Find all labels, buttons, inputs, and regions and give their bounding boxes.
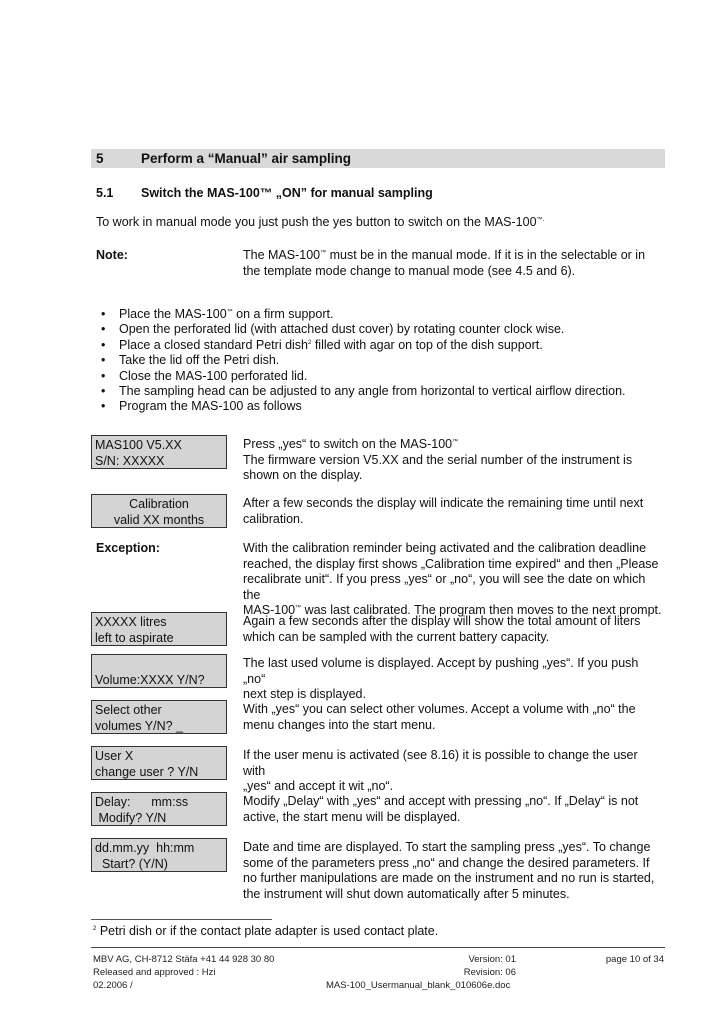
step-description: Date and time are displayed. To start the sampling press „yes“. To change some of the parameters press „no“ and change the desired parameters. If no further manipulations are made on the instrument and no run is started, the instrument will shut down automatically after 5 minutes. xyxy=(243,840,655,901)
list-item: • Close the MAS-100 perforated lid. xyxy=(98,369,668,384)
section-title: Perform a “Manual” air sampling xyxy=(141,151,352,166)
lcd-display-start: dd.mm.yy hh:mm Start? (Y/N) xyxy=(91,838,227,872)
footnote-divider xyxy=(91,919,272,920)
bullet-list xyxy=(98,307,668,415)
footer-version: Version: 01 xyxy=(468,954,516,965)
lcd-display-user: User X change user ? Y/N xyxy=(91,746,227,780)
intro-paragraph xyxy=(96,215,666,231)
lcd-display-select-volumes: Select other volumes Y/N? _ xyxy=(91,700,227,734)
footer-approved: Released and approved : Hzi xyxy=(93,967,216,978)
lcd-display-version: MAS100 V5.XX S/N: XXXXX xyxy=(91,435,227,469)
footnote xyxy=(93,924,438,940)
footnote-ref: 2 xyxy=(308,339,312,346)
step-description: Again a few seconds after the display will show the total amount of liters which can be sampled with the current battery capacity. xyxy=(243,614,641,644)
note-line1-post: must be in the manual mode. If it is in the selectable or in xyxy=(326,248,646,262)
footer-divider xyxy=(91,947,665,948)
list-item: • Place a closed standard Petri dish$^2$ filled with agar on top of the dish support. xyxy=(98,338,668,353)
note-line2: the template mode change to manual mode (see 4.5 and 6). xyxy=(243,263,576,278)
note-text xyxy=(243,248,663,279)
lcd-display-calibration: Calibration valid XX months xyxy=(91,494,227,528)
trademark-mark: ™ xyxy=(295,605,302,612)
footer-filename: MAS-100_Usermanual_blank_010606e.doc xyxy=(326,980,511,991)
note-label: Note: xyxy=(96,248,128,262)
lcd-display-litres: XXXXX litres left to aspirate xyxy=(91,612,227,646)
list-item: • Open the perforated lid (with attached dust cover) by rotating counter clock wise. xyxy=(98,322,668,337)
footer-company: MBV AG, CH-8712 Stäfa +41 44 928 30 80 xyxy=(93,954,275,965)
section-number: 5 xyxy=(96,151,104,166)
footer-date: 02.2006 / xyxy=(93,980,133,991)
step-description: Press „yes“ to switch on the MAS-100™ The firmware version V5.XX and the serial number of the instrument is shown on the display. xyxy=(243,437,633,483)
list-item: • Place the MAS-100™ on a firm support. xyxy=(98,307,668,322)
step-description: Modify „Delay“ with „yes“ and accept with pressing „no“. If „Delay“ is not active, the start menu will be displayed. xyxy=(243,794,639,824)
footnote-number: 2 xyxy=(93,925,97,932)
trademark-mark: ™ xyxy=(320,249,327,256)
lcd-display-delay: Delay: mm:ss Modify? Y/N xyxy=(91,792,227,826)
step-description: After a few seconds the display will indicate the remaining time until next calibration. xyxy=(243,496,644,526)
trademark-mark: ™ xyxy=(452,438,459,445)
subsection-title: Switch the MAS-100™ „ON” for manual sampling xyxy=(141,186,433,200)
subsection-number: 5.1 xyxy=(96,186,114,200)
footer-page-number: page 10 of 34 xyxy=(605,954,664,965)
exception-text: With the calibration reminder being activated and the calibration deadline reached, the display first shows „Calibration time expired“ and then „Please recalibrate unit“. If you press „yes“ or „no“, you will see the date on which the MAS-100™ was last calibrated. The program then moves to the next prompt. xyxy=(243,541,662,618)
list-item: • Program the MAS-100 as follows xyxy=(98,399,668,414)
step-description: The last used volume is displayed. Accept by pushing „yes“. If you push „no“ next step is displayed. xyxy=(243,656,639,702)
footer-revision: Revision: 06 xyxy=(463,967,516,978)
intro-text: To work in manual mode you just push the yes button to switch on the MAS-100 xyxy=(96,215,537,229)
step-description: If the user menu is activated (see 8.16) it is possible to change the user with „yes“ and accept it wit „no“. xyxy=(243,748,638,794)
lcd-display-volume: Volume:XXXX Y/N? xyxy=(91,654,227,688)
list-item: • Take the lid off the Petri dish. xyxy=(98,353,668,368)
footnote-text: Petri dish or if the contact plate adapter is used contact plate. xyxy=(96,924,439,938)
trademark-mark: ™ xyxy=(226,308,233,315)
exception-label: Exception: xyxy=(96,541,160,555)
trademark-mark: ™. xyxy=(536,216,545,223)
list-item: • The sampling head can be adjusted to any angle from horizontal to vertical airflow direction. xyxy=(98,384,668,399)
step-description: With „yes“ you can select other volumes. Accept a volume with „no“ the menu changes into the start menu. xyxy=(243,702,636,732)
note-line1-pre: The MAS-100 xyxy=(243,248,321,262)
